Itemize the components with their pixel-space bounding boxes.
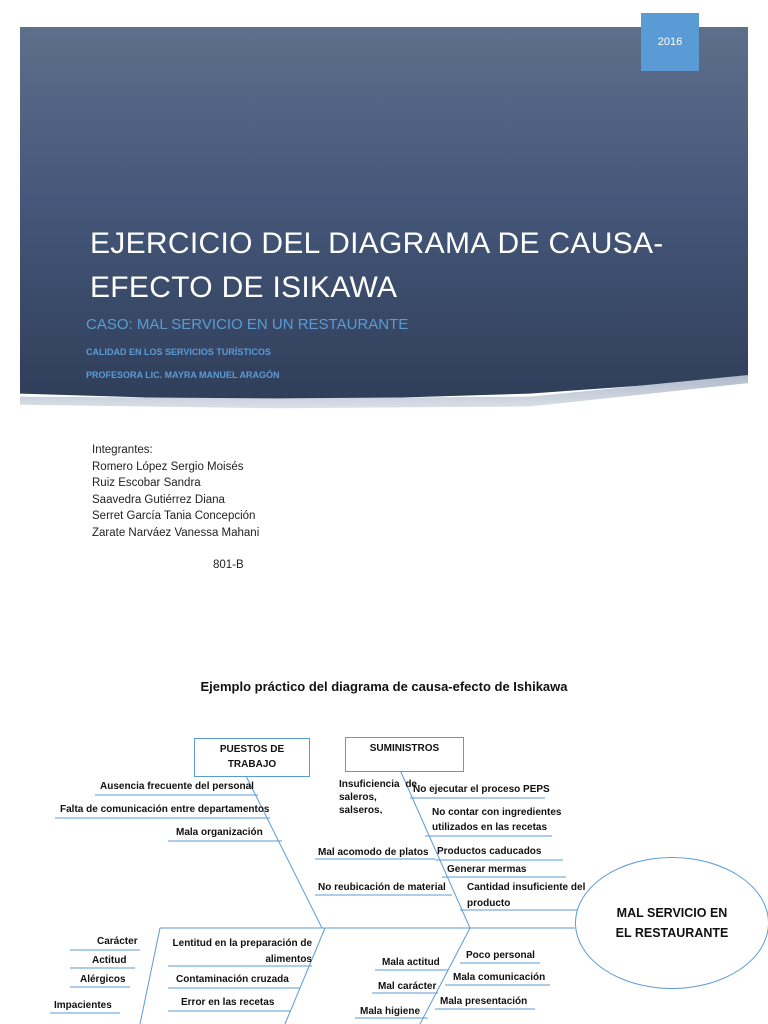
puestos-bone: [245, 774, 322, 928]
category-label: PUESTOS DE TRABAJO: [219, 744, 285, 770]
cause-insuficiencia: Insuficiencia de saleros, salseros,: [339, 779, 417, 814]
category-label: SUMINISTROS: [369, 743, 440, 754]
member-name: Saavedra Gutiérrez Diana: [92, 493, 225, 506]
cause-mala-presentacion: Mala presentación: [440, 996, 528, 1007]
cause-acomodo: Mal acomodo de platos: [318, 847, 429, 858]
subject-line: CALIDAD EN LOS SERVICIOS TURÍSTICOS: [86, 347, 271, 357]
member-name: Serret García Tania Concepción: [92, 510, 256, 522]
trait-impacientes: Impacientes: [54, 1000, 112, 1011]
diagram-title: Ejemplo práctico del diagrama de causa-efecto de Ishikawa: [200, 679, 568, 694]
trait-caracter: Carácter: [97, 936, 138, 947]
trait-actitud: Actitud: [92, 955, 127, 966]
professor-line: PROFESORA LIC. MAYRA MANUEL ARAGÓN: [86, 370, 280, 380]
year-badge: 2016: [641, 13, 699, 71]
category-suministros: [345, 737, 464, 772]
cause-contaminacion: Contaminación cruzada: [176, 974, 289, 985]
group-code: 801-B: [213, 559, 244, 571]
cause-reubicacion: No reubicación de material: [318, 882, 446, 893]
page-title: EJERCICIO DEL DIAGRAMA DE CAUSA-EFECTO DE ISIKAWA: [90, 227, 664, 304]
cause-error-recetas: Error en las recetas: [181, 997, 275, 1008]
cause-comunicacion: Falta de comunicación entre departamentos: [60, 804, 270, 815]
effect-ellipse: [575, 857, 768, 989]
cause-organizacion: Mala organización: [176, 827, 263, 838]
cause-mermas: Generar mermas: [447, 864, 527, 875]
cause-mal-caracter: Mal carácter: [378, 981, 437, 992]
effect-label: MAL SERVICIO EN EL RESTAURANTE: [615, 906, 729, 940]
trait-alergicos: Alérgicos: [80, 974, 126, 985]
cause-ingredientes: No contar con ingredientes utilizados en las recetas: [432, 807, 562, 833]
cause-mala-higiene: Mala higiene: [360, 1006, 421, 1017]
cause-lentitud: Lentitud en la preparación de alimentos: [172, 938, 312, 965]
cause-cantidad: Cantidad insuficiente del producto: [467, 882, 586, 909]
member-name: Romero López Sergio Moisés: [92, 460, 244, 473]
category-puestos-de-trabajo: [194, 738, 310, 777]
cause-peps: No ejecutar el proceso PEPS: [413, 784, 550, 795]
members-heading: Integrantes:: [92, 444, 153, 456]
cause-mala-comunicacion: Mala comunicación: [453, 972, 546, 983]
case-title: CASO: MAL SERVICIO EN UN RESTAURANTE: [86, 316, 409, 333]
member-name: Zarate Narváez Vanessa Mahani: [92, 526, 260, 539]
cause-mala-actitud: Mala actitud: [382, 957, 440, 968]
cause-poco-personal: Poco personal: [466, 950, 535, 961]
cause-caducados: Productos caducados: [437, 846, 542, 857]
cause-ausencia: Ausencia frecuente del personal: [100, 781, 254, 792]
member-name: Ruiz Escobar Sandra: [92, 477, 201, 489]
